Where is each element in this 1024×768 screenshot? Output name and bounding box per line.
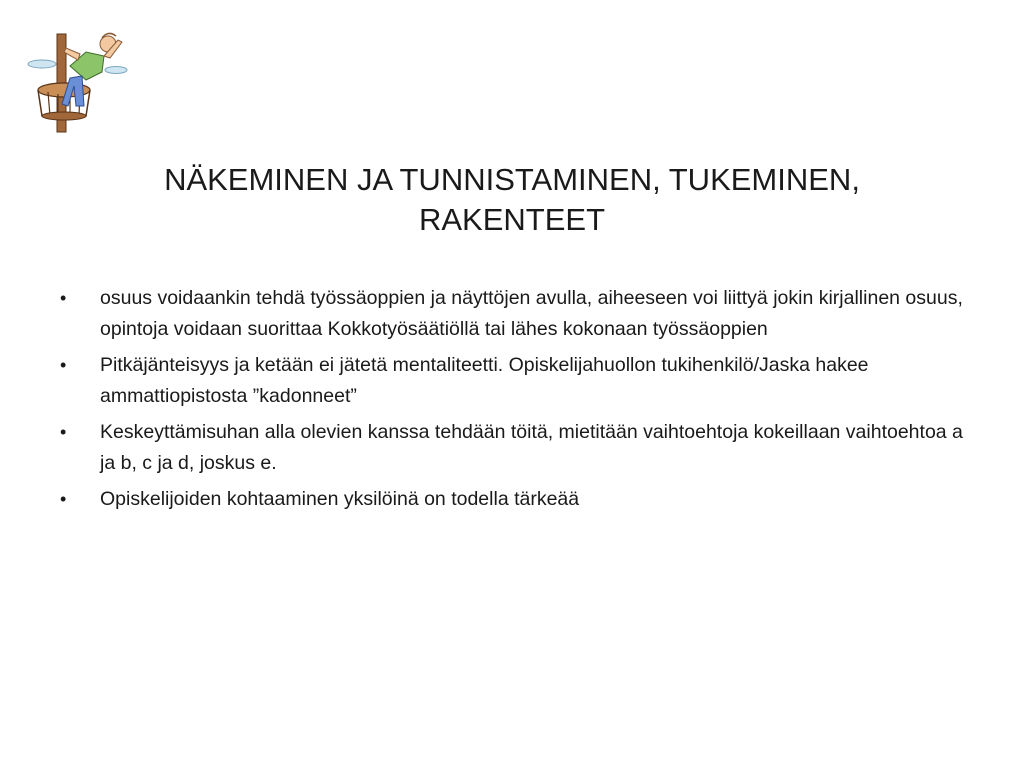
slide-title [100,160,924,240]
bullet-item [60,417,970,478]
bullet-item [60,350,970,411]
slide-title-line: NÄKEMINEN JA TUNNISTAMINEN, TUKEMINEN, [164,162,860,197]
slide-title-line: RAKENTEET [418,202,606,237]
bullet-list [60,283,970,521]
bullet-item [60,484,970,515]
lookout-on-mast-icon [24,22,140,134]
bullet-text: Pitkäjänteisyys ja ketään ei jätetä mentaliteetti. Opiskelijahuollon tukihenkilö/Jaska hakee ammattiopistosta ”kadonneet” [100,354,869,407]
bullet-icon: • [60,288,67,308]
bullet-text: osuus voidaankin tehdä työssäoppien ja näyttöjen avulla, aiheeseen voi liittyä jokin kirjallinen osuus, opintoja voidaan suorittaa Kokkotyösäätiöllä tai lähes kokonaan työssäoppien [100,287,963,340]
bullet-text: Opiskelijoiden kohtaaminen yksilöinä on todella tärkeää [100,488,580,510]
bullet-item [60,283,970,344]
bullet-icon: • [60,355,67,375]
bullet-text: Keskeyttämisuhan alla olevien kanssa tehdään töitä, mietitään vaihtoehtoja kokeillaan vaihtoehtoa a ja b, c ja d, joskus e. [100,421,963,474]
bullet-icon: • [60,422,67,442]
bullet-icon: • [60,489,67,509]
